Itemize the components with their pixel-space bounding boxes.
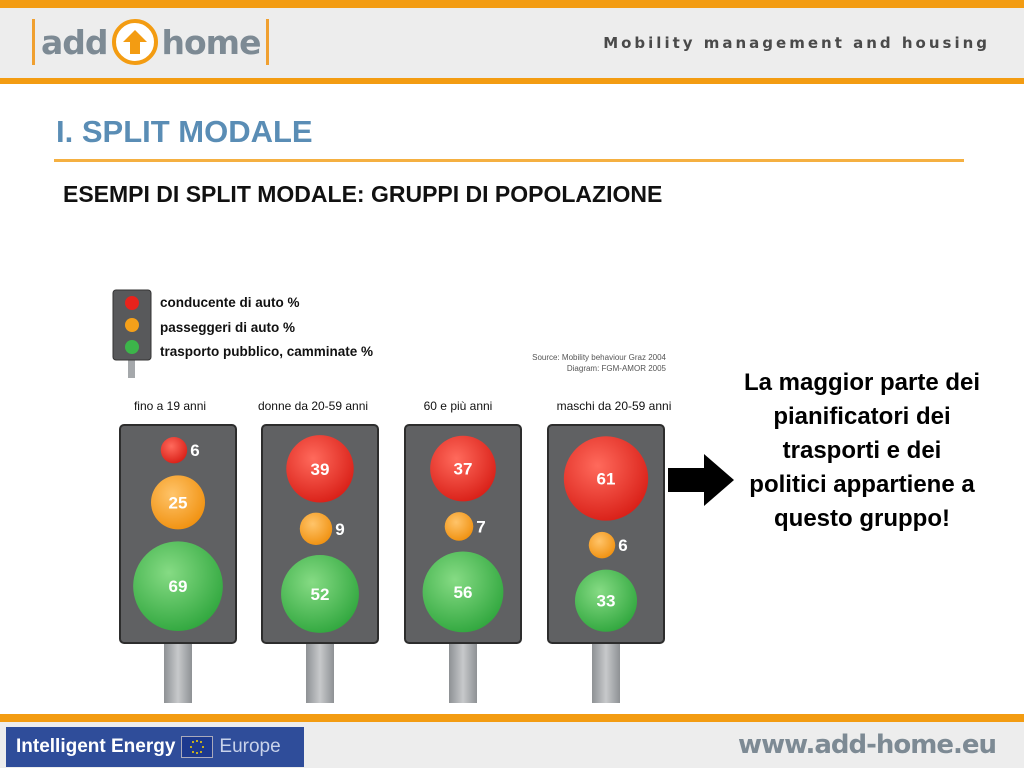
source-line: Source: Mobility behaviour Graz 2004 [532, 353, 666, 362]
data-label-public-transport: 33 [596, 591, 616, 611]
logo-word-home: home [161, 22, 261, 62]
arrow-right-icon [666, 452, 736, 508]
ie-logo-text: Intelligent Energy [16, 736, 176, 757]
slide-title: I. SPLIT MODALE [56, 114, 313, 149]
category-label: donne da 20-59 anni [257, 399, 369, 413]
diagram-line: Diagram: FGM-AMOR 2005 [566, 364, 666, 373]
footer-url: www.add-home.eu [738, 730, 996, 760]
data-label-car-passenger: 7 [476, 517, 486, 537]
ie-logo-europe: Europe [219, 736, 281, 757]
header-tagline: Mobility management and housing [603, 34, 990, 52]
traffic-light-pole [592, 643, 620, 703]
legend-public-transport: trasporto pubblico, camminate % [160, 344, 374, 359]
data-label-car-passenger: 25 [168, 493, 188, 513]
legend-car-driver: conducente di auto % [160, 295, 300, 310]
category-label: maschi da 20-59 anni [556, 399, 672, 413]
category-label: 60 e più anni [423, 399, 493, 413]
traffic-light-pole [164, 643, 192, 703]
category-label: fino a 19 anni [133, 399, 207, 413]
footer-accent-line [0, 714, 1024, 722]
data-label-public-transport: 69 [168, 577, 188, 597]
traffic-light-pole [449, 643, 477, 703]
data-label-car-driver: 39 [310, 459, 330, 479]
traffic-light-pole [306, 643, 334, 703]
data-label-car-driver: 61 [596, 469, 616, 489]
legend-car-passenger: passeggeri di auto % [160, 320, 296, 335]
logo-word-add: add [41, 22, 108, 62]
data-label-public-transport: 56 [453, 582, 473, 602]
data-label-public-transport: 52 [310, 584, 330, 604]
data-label-car-driver: 6 [190, 441, 200, 461]
data-label-car-driver: 37 [453, 459, 473, 479]
bubble-car-driver [161, 437, 187, 463]
bubble-car-passenger [445, 512, 474, 541]
slide-subtitle: ESEMPI DI SPLIT MODALE: GRUPPI DI POPOLAZIONE [63, 181, 663, 207]
data-label-car-passenger: 6 [618, 536, 628, 556]
intelligent-energy-europe-logo [6, 727, 304, 767]
callout-text: La maggior parte dei pianificatori dei trasporti e dei politici appartiene a questo gruppo! [743, 369, 981, 532]
bubble-car-passenger [589, 532, 615, 558]
bubble-car-passenger [300, 513, 332, 545]
data-label-car-passenger: 9 [335, 519, 345, 539]
eu-flag-icon [181, 736, 213, 758]
